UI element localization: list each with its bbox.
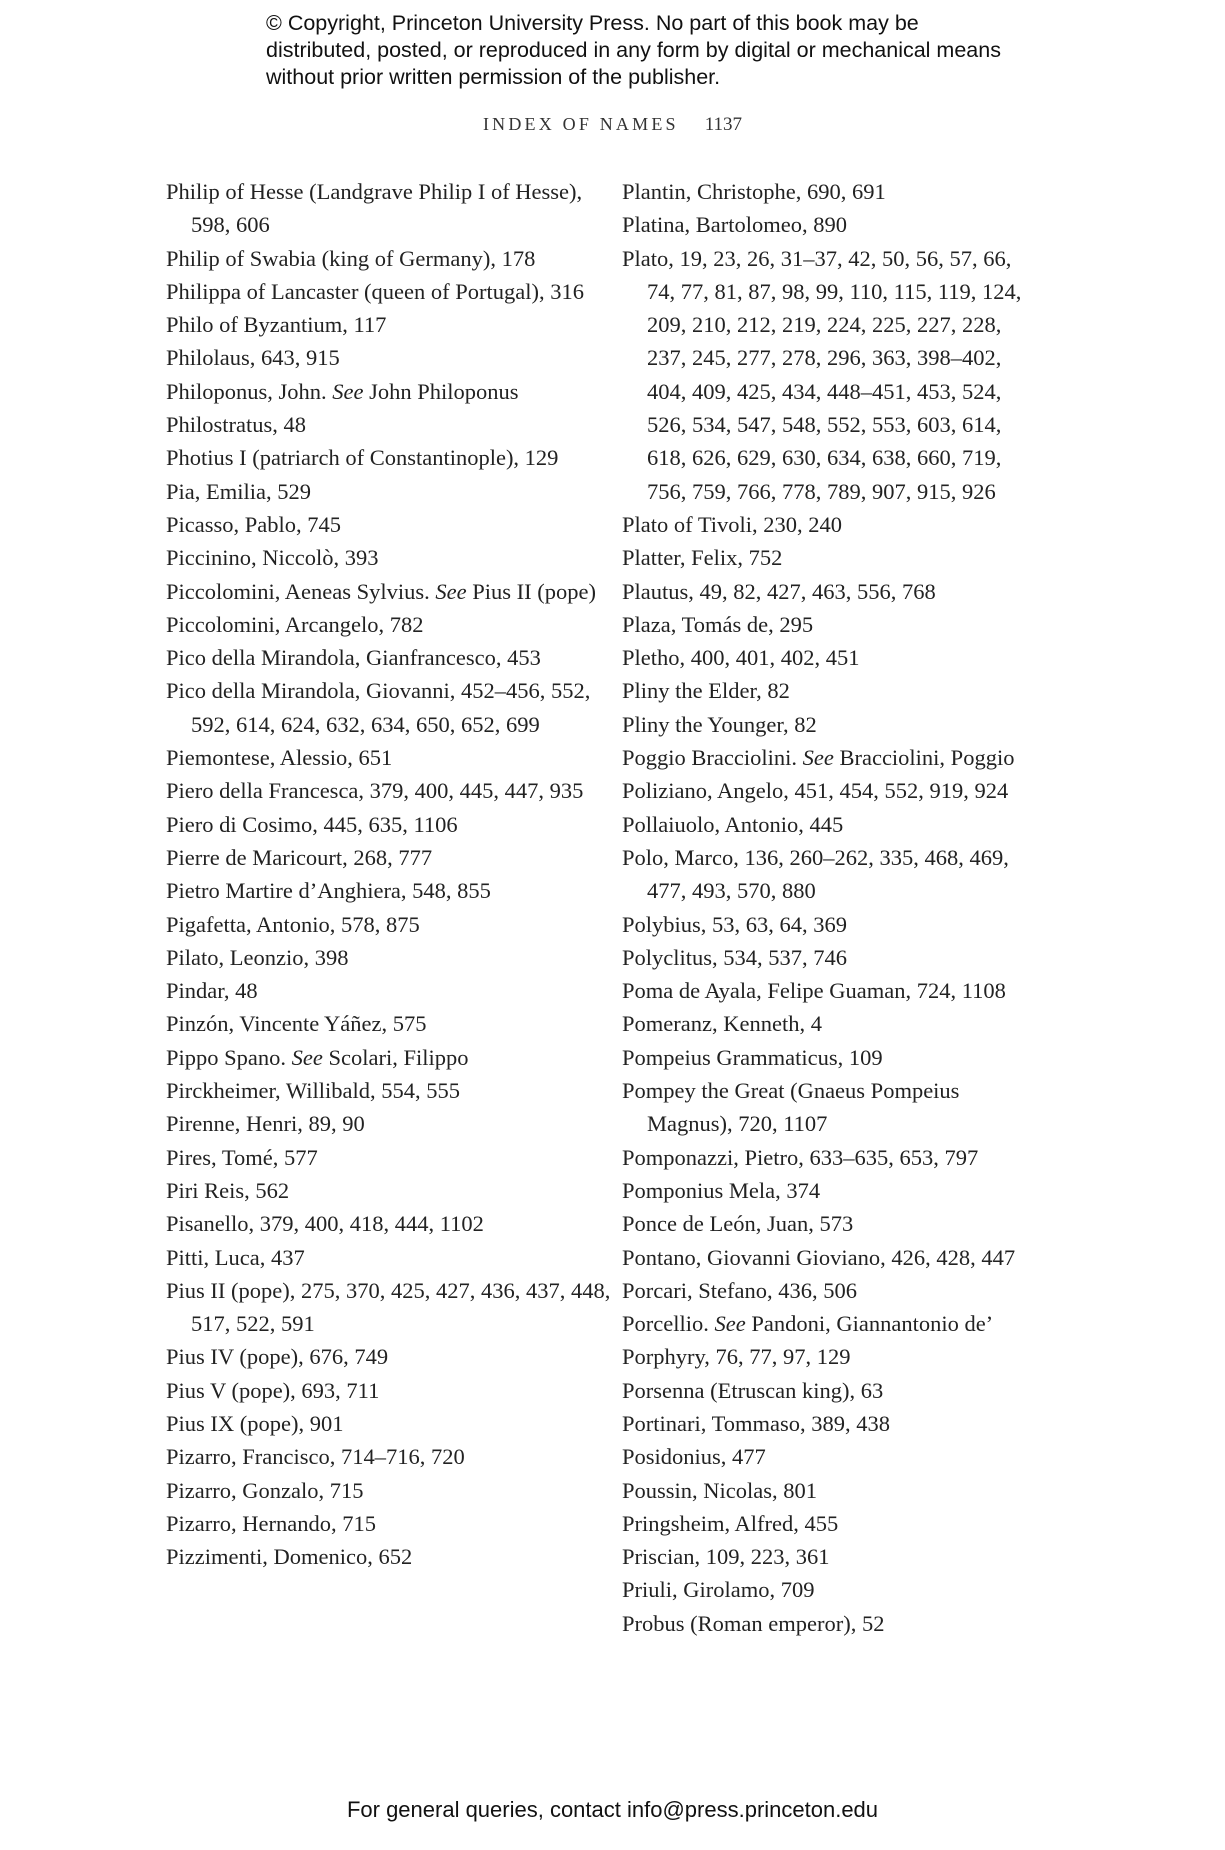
index-entry: Pomponazzi, Pietro, 633–635, 653, 797 (622, 1144, 979, 1170)
index-entry: Priuli, Girolamo, 709 (622, 1577, 815, 1603)
see-reference-label: See (435, 578, 467, 604)
index-entry: Pindar, 48 (166, 978, 258, 1004)
index-entry: Philostratus, 48 (166, 412, 307, 438)
index-entry: Platina, Bartolomeo, 890 (622, 212, 847, 238)
index-column-right (622, 175, 1042, 1640)
index-entry: Pius IX (pope), 901 (166, 1410, 344, 1436)
index-entry: Pitti, Luca, 437 (166, 1244, 305, 1270)
index-entry: Priscian, 109, 223, 361 (622, 1544, 830, 1570)
index-entry: Posidonius, 477 (622, 1444, 766, 1470)
index-entry: Pliny the Elder, 82 (622, 678, 790, 704)
copyright-notice: © Copyright, Princeton University Press. No part of this book may be distributed, posted, or reproduced in any form by digital or mechanical means without prior written permission of the publisher. (266, 11, 1001, 89)
index-entry (166, 575, 611, 608)
index-entry: Pius II (pope), 275, 370, 425, 427, 436, 437, 448, 517, 522, 591 (166, 1277, 611, 1337)
see-reference-label: See (291, 1044, 323, 1070)
index-entry: Pletho, 400, 401, 402, 451 (622, 645, 860, 671)
index-entry: Pontano, Giovanni Gioviano, 426, 428, 447 (622, 1244, 1016, 1270)
index-entry: Plautus, 49, 82, 427, 463, 556, 768 (622, 578, 936, 604)
see-reference-target: John Philoponus (363, 378, 519, 404)
index-entry (622, 741, 1042, 774)
index-entry: Probus (Roman emperor), 52 (622, 1610, 885, 1636)
index-entry: Polybius, 53, 63, 64, 369 (622, 911, 848, 937)
running-head (0, 114, 1225, 136)
index-entry (166, 1041, 611, 1074)
index-entry: Poussin, Nicolas, 801 (622, 1477, 818, 1503)
index-entry: Pietro Martire d’Anghiera, 548, 855 (166, 878, 491, 904)
index-entry: Philippa of Lancaster (queen of Portugal), 316 (166, 278, 585, 304)
index-entry (622, 1307, 1042, 1340)
index-entry: Pompeius Grammaticus, 109 (622, 1044, 883, 1070)
index-entry: Piemontese, Alessio, 651 (166, 745, 393, 771)
index-entry: Pico della Mirandola, Gianfrancesco, 453 (166, 645, 541, 671)
index-entry: Picasso, Pablo, 745 (166, 511, 342, 537)
footer-contact: For general queries, contact info@press.princeton.edu (346, 1797, 879, 1822)
index-entry: Philip of Hesse (Landgrave Philip I of Hesse), 598, 606 (166, 179, 583, 238)
index-entry: Pilato, Leonzio, 398 (166, 944, 349, 970)
index-entry: Philolaus, 643, 915 (166, 345, 340, 371)
index-entry: Plaza, Tomás de, 295 (622, 611, 814, 637)
index-entry: Plato of Tivoli, 230, 240 (622, 511, 843, 537)
running-head-title: INDEX OF NAMES (482, 114, 679, 134)
index-entry: Porcari, Stefano, 436, 506 (622, 1277, 857, 1303)
index-entry: Piccolomini, Arcangelo, 782 (166, 611, 424, 637)
index-entry: Pinzón, Vincente Yáñez, 575 (166, 1011, 427, 1037)
see-reference-target: Pandoni, Giannantonio de’ (745, 1311, 994, 1337)
index-entry: Piero di Cosimo, 445, 635, 1106 (166, 811, 458, 837)
index-entry: Pringsheim, Alfred, 455 (622, 1510, 839, 1536)
index-entry-heading: Pippo Spano. (166, 1044, 292, 1070)
index-entry: Pisanello, 379, 400, 418, 444, 1102 (166, 1211, 484, 1237)
index-entry: Philip of Swabia (king of Germany), 178 (166, 245, 536, 271)
index-entry-heading: Philoponus, John. (166, 378, 333, 404)
index-entry: Porsenna (Etruscan king), 63 (622, 1377, 884, 1403)
index-entry-heading: Piccolomini, Aeneas Sylvius. (166, 578, 436, 604)
index-entry: Piero della Francesca, 379, 400, 445, 447, 935 (166, 778, 584, 804)
index-entry: Pires, Tomé, 577 (166, 1144, 318, 1170)
index-entry: Philo of Byzantium, 117 (166, 312, 387, 338)
index-entry: Pirenne, Henri, 89, 90 (166, 1111, 365, 1137)
see-reference-target: Pius II (pope) (466, 578, 596, 604)
index-entry: Pliny the Younger, 82 (622, 711, 817, 737)
see-reference-target: Bracciolini, Poggio (833, 745, 1015, 771)
index-entry: Pia, Emilia, 529 (166, 478, 311, 504)
index-entry: Piri Reis, 562 (166, 1177, 290, 1203)
index-entry: Poliziano, Angelo, 451, 454, 552, 919, 924 (622, 778, 1009, 804)
index-entry: Plantin, Christophe, 690, 691 (622, 179, 886, 204)
index-entry: Pollaiuolo, Antonio, 445 (622, 811, 844, 837)
index-entry: Poma de Ayala, Felipe Guaman, 724, 1108 (622, 978, 1006, 1004)
index-entry: Portinari, Tommaso, 389, 438 (622, 1410, 891, 1436)
index-entry: Pierre de Maricourt, 268, 777 (166, 844, 433, 870)
index-entry: Ponce de León, Juan, 573 (622, 1211, 854, 1237)
index-entry: Piccinino, Niccolò, 393 (166, 545, 379, 571)
index-entry: Pigafetta, Antonio, 578, 875 (166, 911, 420, 937)
index-column-left (166, 175, 611, 1573)
index-entry: Pius IV (pope), 676, 749 (166, 1344, 389, 1370)
index-entry: Platter, Felix, 752 (622, 545, 783, 571)
index-entry: Porphyry, 76, 77, 97, 129 (622, 1344, 851, 1370)
index-entry: Pizzimenti, Domenico, 652 (166, 1544, 413, 1570)
index-entry: Pizarro, Francisco, 714–716, 720 (166, 1444, 465, 1470)
see-reference-label: See (802, 745, 834, 771)
see-reference-label: See (714, 1311, 746, 1337)
see-reference-label: See (332, 378, 364, 404)
index-entry: Polyclitus, 534, 537, 746 (622, 944, 848, 970)
index-entry: Pirckheimer, Willibald, 554, 555 (166, 1078, 460, 1104)
page-number: 1137 (704, 114, 743, 135)
index-entry-heading: Poggio Bracciolini. (622, 745, 803, 771)
index-entry-heading: Porcellio. (622, 1311, 715, 1337)
index-entry: Pompey the Great (Gnaeus Pompeius Magnus), 720, 1107 (622, 1078, 960, 1137)
index-entry: Plato, 19, 23, 26, 31–37, 42, 50, 56, 57, 66, 74, 77, 81, 87, 98, 99, 110, 115, 119, 124, 209, 210, 212, 219, 224, 225, 227, 228, 237, 245, 277, 278, 296, 363, 398–402, 404, 409, 425, 434, 448–451, 453, 524, 526, 534, 547, 548, 552, 553, 603, 614, 618, 626, 629, 630, 634, 638, 660, 719, 756, 759, 766, 778, 789, 907, 915, 926 (622, 245, 1022, 504)
index-entry: Photius I (patriarch of Constantinople), 129 (166, 445, 559, 471)
index-entry: Pizarro, Hernando, 715 (166, 1510, 376, 1536)
index-entry: Pomponius Mela, 374 (622, 1177, 821, 1203)
index-entry: Polo, Marco, 136, 260–262, 335, 468, 469, 477, 493, 570, 880 (622, 844, 1009, 904)
index-entry: Pomeranz, Kenneth, 4 (622, 1011, 822, 1037)
index-entry: Pizarro, Gonzalo, 715 (166, 1477, 364, 1503)
see-reference-target: Scolari, Filippo (322, 1044, 469, 1070)
index-entry: Pico della Mirandola, Giovanni, 452–456, 552, 592, 614, 624, 632, 634, 650, 652, 699 (166, 678, 591, 737)
index-entry (166, 375, 611, 408)
index-entry: Pius V (pope), 693, 711 (166, 1377, 380, 1403)
